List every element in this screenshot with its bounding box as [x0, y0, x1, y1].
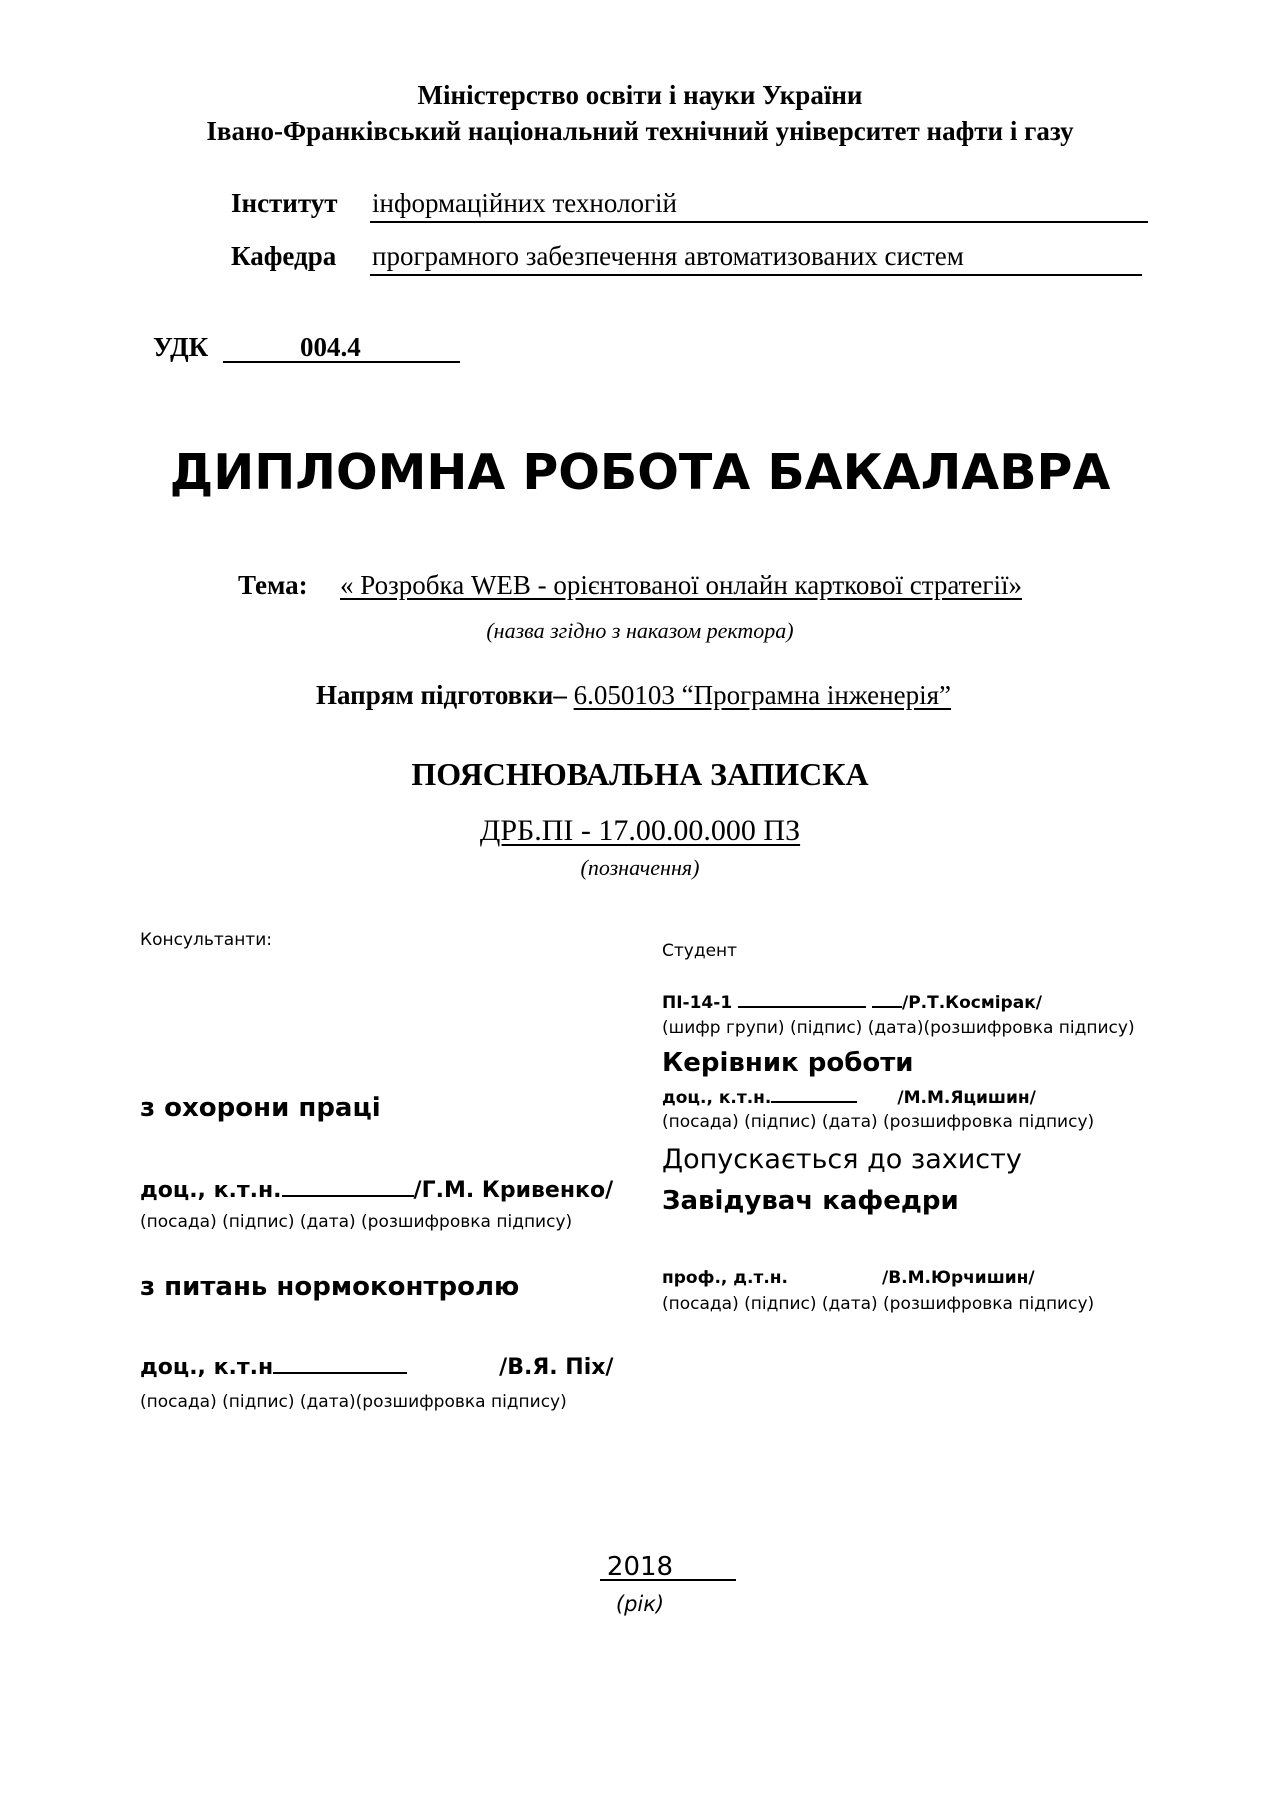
safety-signature-line: [140, 1177, 613, 1203]
designation-caption: (позначення): [580, 855, 700, 880]
institute-label: Інститут: [231, 188, 338, 218]
safety-heading: з охорони праці: [140, 1093, 381, 1123]
supervisor-heading: Керівник роботи: [662, 1048, 914, 1078]
topic-label: Тема:: [238, 570, 308, 600]
department-label: Кафедра: [231, 241, 337, 271]
ministry-heading: Міністерство освіти і науки України: [417, 80, 863, 110]
document-title: ДИПЛОМНА РОБОТА БАКАЛАВРА: [169, 444, 1111, 501]
norm-name: /В.Я. Піх/: [499, 1355, 614, 1380]
supervisor-signature-line: [662, 1087, 1036, 1108]
student-signature-blank: [738, 992, 866, 1008]
supervisor-name: /М.М.Яцишин/: [897, 1088, 1036, 1108]
topic-caption: (назва згідно з наказом ректора): [486, 618, 794, 643]
head-name: /В.М.Юрчишин/: [882, 1268, 1035, 1288]
norm-position: доц., к.т.н: [140, 1355, 274, 1380]
year-caption: (рік): [615, 1592, 665, 1616]
head-signature-line: [662, 1268, 1035, 1288]
safety-caption: (посада) (підпис) (дата) (розшифровка підпису): [140, 1212, 573, 1232]
admitted-to-defense: Допускається до захисту: [662, 1144, 1022, 1175]
student-label: Студент: [662, 941, 738, 961]
udk-label: УДК: [153, 332, 209, 362]
head-of-department-heading: Завідувач кафедри: [662, 1186, 959, 1216]
institute-value: інформаційних технологій: [372, 188, 677, 218]
safety-signature-blank: [282, 1177, 414, 1197]
consultants-label: Консультанти:: [140, 930, 272, 950]
topic-value: « Розробка WEB - орієнтованої онлайн карткової стратегії»: [340, 570, 1022, 600]
head-position: проф., д.т.н.: [662, 1268, 788, 1288]
department-underline: [370, 274, 1142, 276]
institute-underline: [370, 221, 1148, 223]
direction-line: [316, 680, 951, 711]
supervisor-signature-blank: [771, 1087, 857, 1103]
norm-caption: (посада) (підпис) (дата)(розшифровка підпису): [140, 1392, 567, 1412]
student-signature-line: [662, 992, 1042, 1013]
norm-signature-line: [140, 1354, 613, 1380]
safety-position: доц., к.т.н.: [140, 1178, 282, 1203]
norm-signature-blank: [273, 1354, 407, 1374]
safety-name: /Г.М. Кривенко/: [413, 1178, 614, 1203]
direction-value: 6.050103 “Програмна інженерія”: [573, 680, 951, 710]
direction-dash: –: [553, 680, 567, 710]
student-caption: (шифр групи) (підпис) (дата)(розшифровка підпису): [662, 1018, 1135, 1038]
direction-label: Напрям підготовки: [316, 680, 554, 710]
student-date-blank: [872, 992, 902, 1008]
explanatory-note-title: ПОЯСНЮВАЛЬНА ЗАПИСКА: [411, 756, 869, 792]
head-caption: (посада) (підпис) (дата) (розшифровка підпису): [662, 1294, 1095, 1314]
supervisor-caption: (посада) (підпис) (дата) (розшифровка підпису): [662, 1112, 1095, 1132]
udk-value: 004.4: [300, 332, 361, 362]
university-heading: Івано-Франківський національний технічний університет нафти і газу: [206, 116, 1074, 146]
norm-heading: з питань нормоконтролю: [140, 1272, 520, 1302]
year: 2018: [606, 1552, 674, 1582]
supervisor-position: доц., к.т.н.: [662, 1088, 772, 1108]
student-name: /Р.Т.Космірак/: [902, 993, 1042, 1013]
department-value: програмного забезпечення автоматизованих систем: [372, 241, 964, 271]
student-group: ПІ-14-1: [662, 993, 733, 1013]
designation: ДРБ.ПІ - 17.00.00.000 ПЗ: [479, 814, 801, 847]
